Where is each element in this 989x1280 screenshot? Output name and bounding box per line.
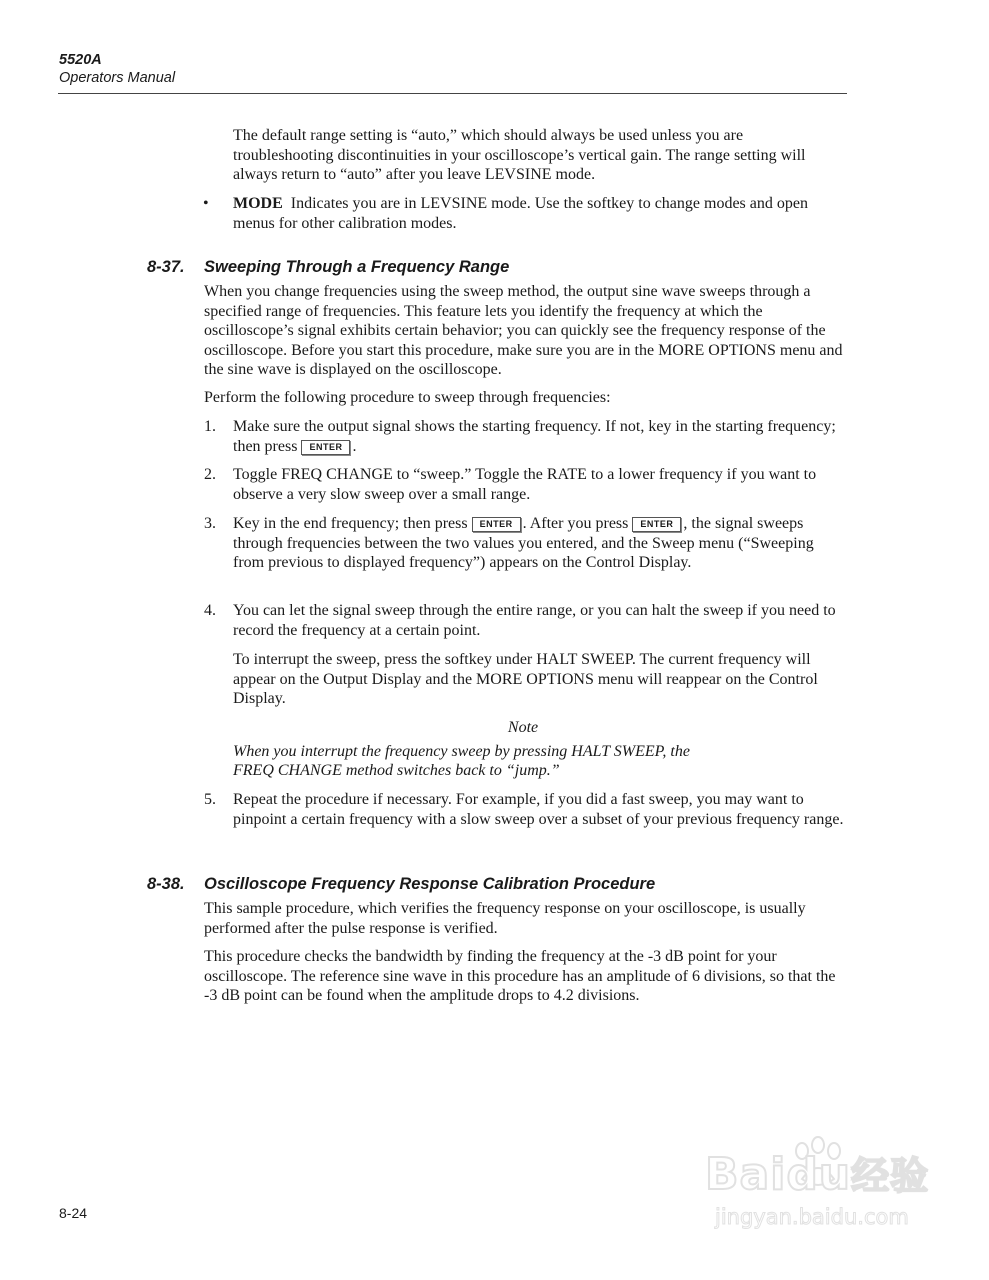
manual-model: 5520A	[59, 52, 102, 68]
step1-text-a: Make sure the output signal shows the starting frequency. If not, key in the starting frequency; then press	[233, 418, 836, 455]
step4-text: You can let the signal sweep through the entire range, or you can halt the sweep if you need to record the frequency at a certain point.	[233, 602, 836, 639]
section-837-number: 8-37.	[147, 258, 185, 276]
step3-number: 3.	[204, 515, 216, 532]
step1-text	[233, 417, 847, 456]
section-838-para1: This sample procedure, which verifies the frequency response on your oscilloscope, is usually performed after the pulse response is verified.	[204, 900, 806, 937]
mode-bullet-text	[233, 194, 847, 233]
step1-number: 1.	[204, 418, 216, 435]
watermark-logo-bai: Bai	[705, 1149, 787, 1200]
section-837-para2: Perform the following procedure to sweep through frequencies:	[204, 389, 611, 406]
manual-subtitle: Operators Manual	[59, 70, 176, 86]
section-838-title: Oscilloscope Frequency Response Calibration Procedure	[204, 875, 656, 893]
step3-text	[233, 514, 847, 573]
bullet-marker: •	[203, 195, 209, 212]
watermark-logo	[705, 1145, 929, 1200]
enter-key-icon: ENTER	[301, 440, 350, 455]
step5-text: Repeat the procedure if necessary. For example, if you did a fast sweep, you may want to pinpoint a certain frequency with a slow sweep over a subset of your previous frequency range.	[233, 791, 844, 828]
section-837-title: Sweeping Through a Frequency Range	[204, 258, 510, 276]
mode-term: MODE	[233, 195, 283, 212]
watermark-logo-cn: 经验	[851, 1154, 930, 1198]
enter-key-icon: ENTER	[632, 517, 681, 532]
section-837-para1: When you change frequencies using the sweep method, the output sine wave sweeps through a specified range of frequencies. This feature lets you identify the frequency at which the oscilloscope’s signal exhibits certain behavior; you can quickly see the frequency response of the oscilloscope. Before you start this procedure, make sure you are in the MORE OPTIONS menu and the sine wave is displayed on the oscilloscope.	[204, 283, 843, 378]
step2-text: Toggle FREQ CHANGE to “sweep.” Toggle the RATE to a lower frequency if you want to observe a very slow sweep over a small range.	[233, 466, 817, 503]
intro-paragraph: The default range setting is “auto,” which should always be used unless you are troubleshooting discontinuities in your oscilloscope’s vertical gain. The range setting will always return to “auto” after you leave LEVSINE mode.	[233, 127, 806, 183]
page-number: 8-24	[59, 1205, 88, 1221]
step3-text-b: . After you press	[522, 515, 629, 532]
note-line1: When you interrupt the frequency sweep by pressing HALT SWEEP, the	[233, 743, 690, 760]
baidu-watermark	[700, 1135, 940, 1250]
note-line2: FREQ CHANGE method switches back to “jump.”	[233, 762, 560, 779]
section-838-para2: This procedure checks the bandwidth by finding the frequency at the -3 dB point for your oscilloscope. The reference sine wave in this procedure has an amplitude of 6 divisions, so that the -3 dB point can be found when the amplitude drops to 4.2 divisions.	[204, 948, 836, 1004]
step3-text-c: , the signal sweeps through frequencies between the two values you entered, and the Sweep menu (“Sweeping from previous to displayed frequency”) appears on the Control Display.	[233, 515, 814, 571]
step2-number: 2.	[204, 466, 216, 483]
step4-number: 4.	[204, 602, 216, 619]
step4-subtext: To interrupt the sweep, press the softkey under HALT SWEEP. The current frequency will appear on the Output Display and the MORE OPTIONS menu will reappear on the Control Display.	[233, 651, 818, 707]
section-838-number: 8-38.	[147, 875, 185, 893]
note-title: Note	[507, 719, 539, 736]
enter-key-icon: ENTER	[472, 517, 521, 532]
watermark-logo-du: du	[786, 1149, 852, 1200]
step1-text-b: .	[352, 437, 357, 455]
header-rule	[58, 93, 847, 94]
watermark-url: jingyan.baidu.com	[715, 1205, 909, 1229]
step5-number: 5.	[204, 791, 216, 808]
step3-text-a: Key in the end frequency; then press	[233, 515, 468, 532]
mode-description: Indicates you are in LEVSINE mode. Use the softkey to change modes and open menus for other calibration modes.	[233, 195, 808, 232]
